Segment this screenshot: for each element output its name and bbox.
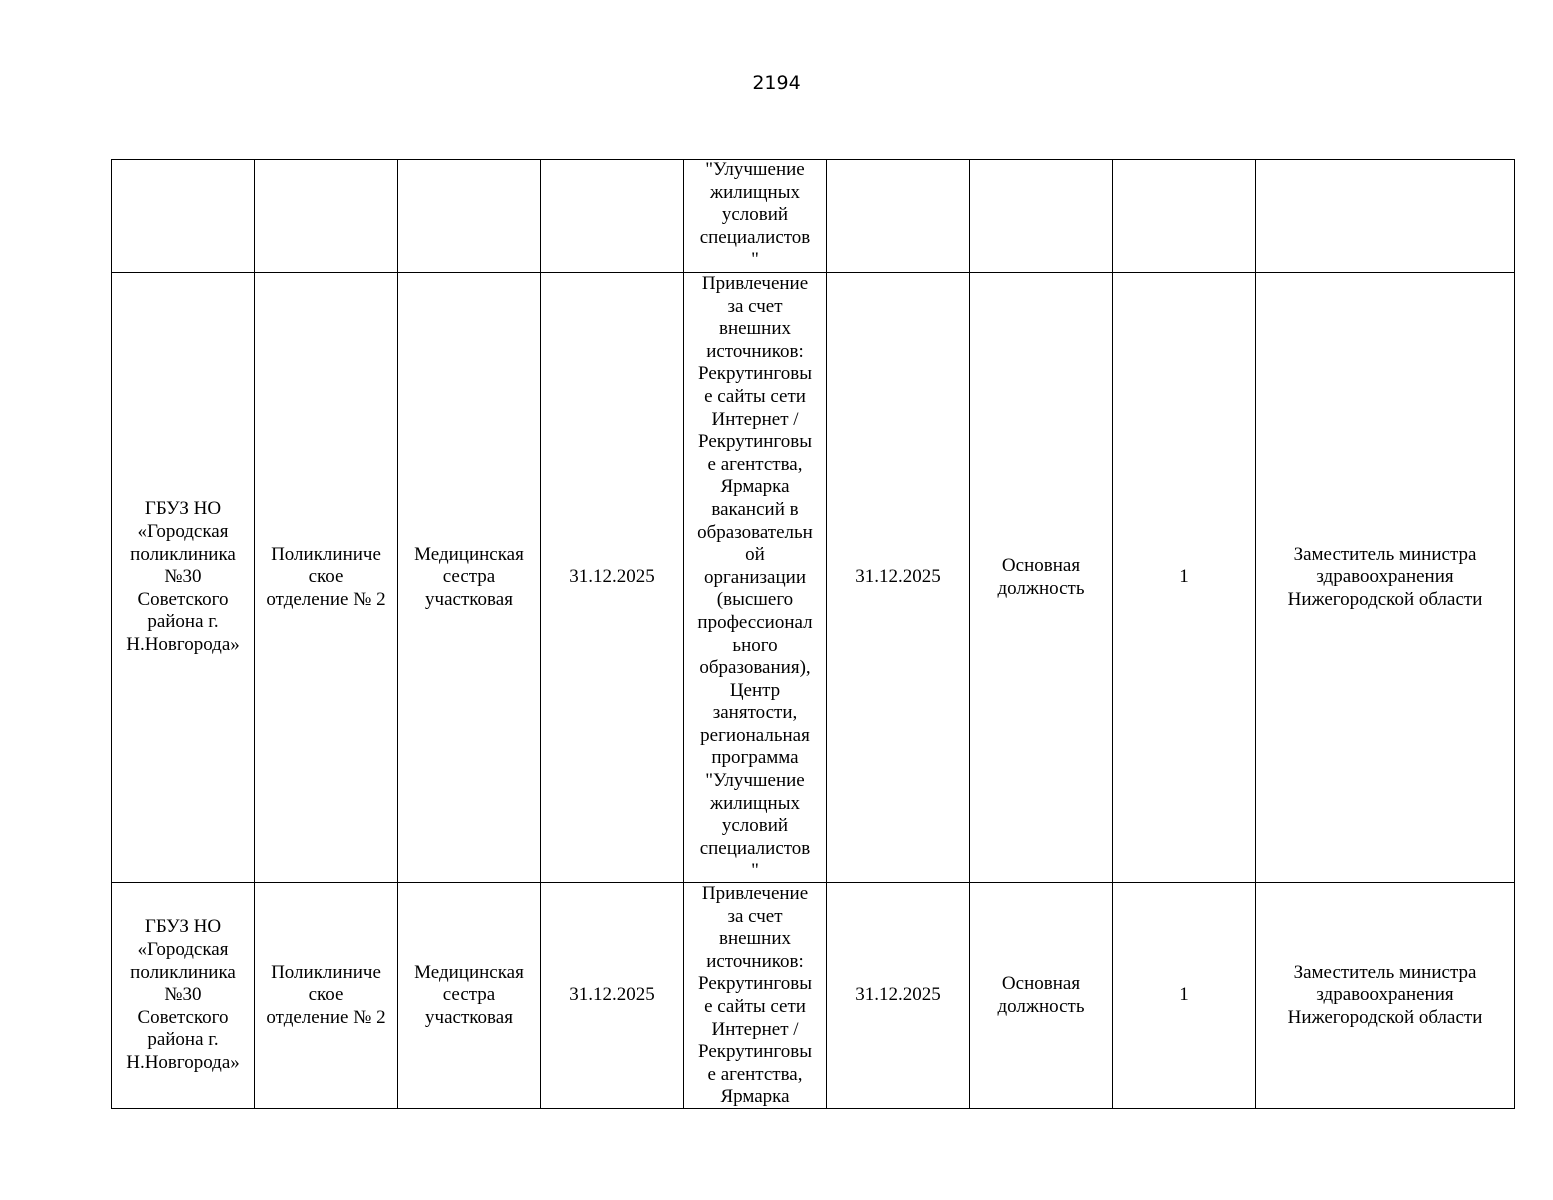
position-cell (398, 160, 541, 273)
org-cell: ГБУЗ НО «Городская поликлиника №30 Советского района г. Н.Новгорода» (112, 273, 255, 883)
source-cell: Привлечение за счет внешних источников: Рекрутинговы е сайты сети Интернет / Рекрутинговы е агентства, Ярмарка (684, 883, 827, 1109)
employment-cell (970, 160, 1113, 273)
department-cell: Поликлиниче ское отделение № 2 (255, 273, 398, 883)
position-cell: Медицинская сестра участковая (398, 273, 541, 883)
source-cell: Привлечение за счет внешних источников: Рекрутинговы е сайты сети Интернет / Рекрутинговы е агентства, Ярмарка вакансий в образовательн ой организации (высшего профессионал ьного образования), Центр занятости, региональная программа "Улучшение жилищных условий специалистов " (684, 273, 827, 883)
count-cell: 1 (1113, 273, 1256, 883)
department-cell: Поликлиниче ское отделение № 2 (255, 883, 398, 1109)
date2-cell (827, 160, 970, 273)
department-cell (255, 160, 398, 273)
date1-cell (541, 160, 684, 273)
employment-cell: Основная должность (970, 273, 1113, 883)
page-number: 2194 (752, 72, 801, 94)
staffing-table (111, 159, 1515, 1109)
date2-cell: 31.12.2025 (827, 883, 970, 1109)
table-row (112, 883, 1515, 1109)
source-cell: "Улучшение жилищных условий специалистов " (684, 160, 827, 273)
org-cell: ГБУЗ НО «Городская поликлиника №30 Советского района г. Н.Новгорода» (112, 883, 255, 1109)
position-cell: Медицинская сестра участковая (398, 883, 541, 1109)
table-row (112, 160, 1515, 273)
date1-cell: 31.12.2025 (541, 883, 684, 1109)
date1-cell: 31.12.2025 (541, 273, 684, 883)
table-row (112, 273, 1515, 883)
date2-cell: 31.12.2025 (827, 273, 970, 883)
org-cell (112, 160, 255, 273)
count-cell (1113, 160, 1256, 273)
responsible-cell (1256, 160, 1515, 273)
employment-cell: Основная должность (970, 883, 1113, 1109)
responsible-cell: Заместитель министра здравоохранения Нижегородской области (1256, 273, 1515, 883)
count-cell: 1 (1113, 883, 1256, 1109)
responsible-cell: Заместитель министра здравоохранения Нижегородской области (1256, 883, 1515, 1109)
